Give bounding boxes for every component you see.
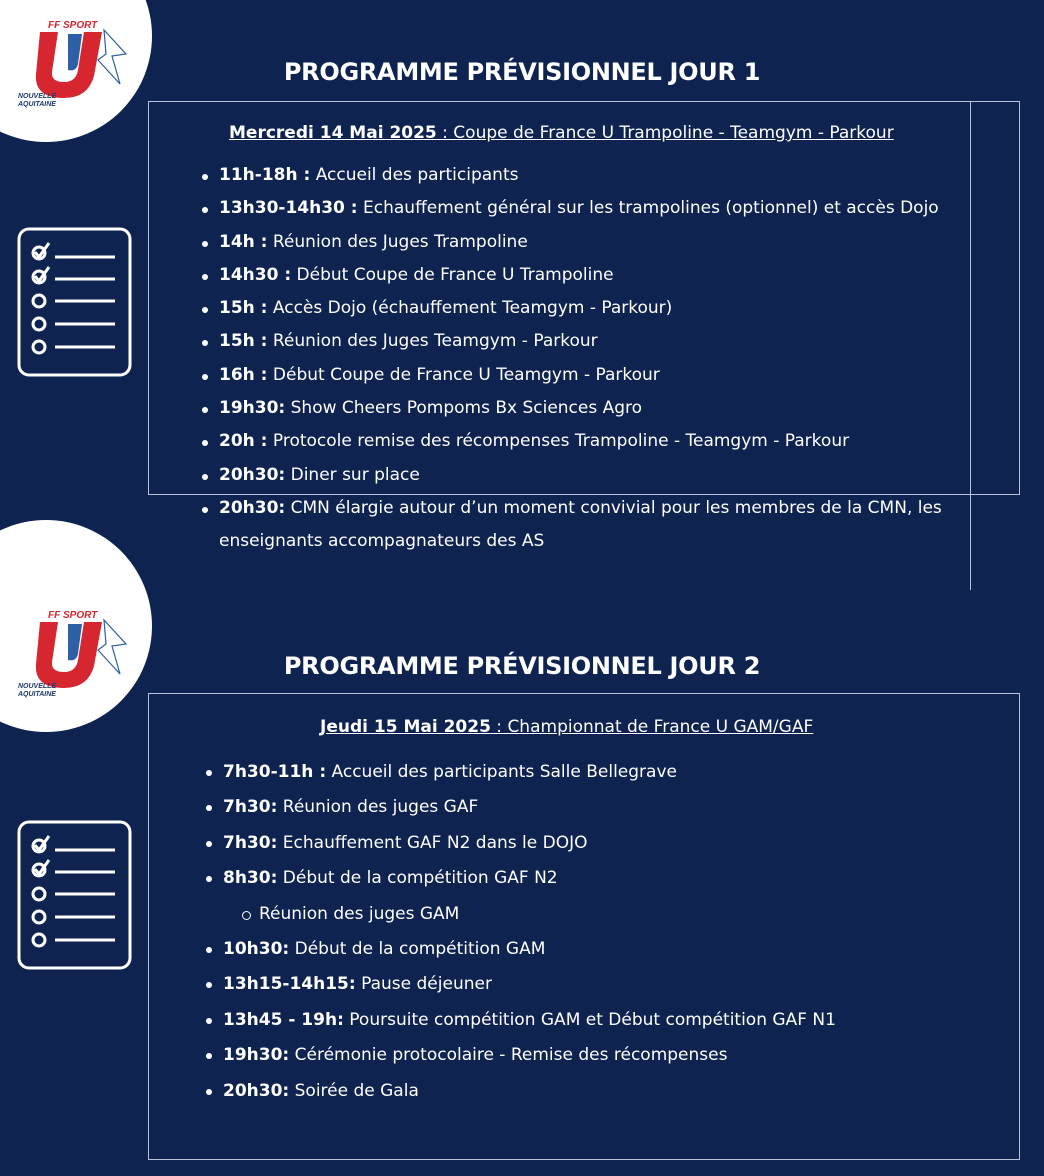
list-item: 19h30: Show Cheers Pompoms Bx Sciences Agro bbox=[200, 392, 960, 425]
event-name: : Coupe de France U Trampoline - Teamgym - Parkour bbox=[436, 123, 894, 143]
list-item: 7h30: Echauffement GAF N2 dans le DOJO bbox=[204, 826, 964, 861]
list-item: 7h30-11h : Accueil des participants Salle Bellegrave bbox=[204, 755, 964, 790]
list-item: 20h : Protocole remise des récompenses Trampoline - Teamgym - Parkour bbox=[200, 425, 960, 458]
day-subtitle bbox=[320, 717, 813, 737]
page-title: PROGRAMME PRÉVISIONNEL JOUR 1 bbox=[283, 58, 761, 86]
page-title: PROGRAMME PRÉVISIONNEL JOUR 2 bbox=[283, 652, 761, 680]
list-item: 16h : Début Coupe de France U Teamgym - Parkour bbox=[200, 359, 960, 392]
checklist-icon bbox=[17, 227, 132, 377]
event-date: Mercredi 14 Mai 2025 bbox=[229, 123, 437, 143]
svg-text:AQUITAINE: AQUITAINE bbox=[18, 691, 56, 698]
svg-text:FF SPORT: FF SPORT bbox=[48, 20, 98, 31]
schedule-list bbox=[204, 755, 964, 1109]
list-item: 8h30: Début de la compétition GAF N2 bbox=[204, 861, 964, 896]
list-item: 15h : Réunion des Juges Teamgym - Parkour bbox=[200, 325, 960, 358]
list-item: 11h-18h : Accueil des participants bbox=[200, 159, 960, 192]
list-item: 13h30-14h30 : Echauffement général sur les trampolines (optionnel) et accès Dojo bbox=[200, 192, 960, 225]
list-item: 20h30: Soirée de Gala bbox=[204, 1074, 964, 1109]
list-item: 10h30: Début de la compétition GAM bbox=[204, 932, 964, 967]
svg-text:NOUVELLE: NOUVELLE bbox=[18, 683, 57, 690]
list-item: 19h30: Cérémonie protocolaire - Remise des récompenses bbox=[204, 1038, 964, 1073]
svg-text:NOUVELLE: NOUVELLE bbox=[18, 93, 57, 100]
svg-text:AQUITAINE: AQUITAINE bbox=[18, 101, 56, 108]
list-item: 13h15-14h15: Pause déjeuner bbox=[204, 967, 964, 1002]
sub-list-item: Réunion des juges GAM bbox=[204, 897, 964, 932]
list-item: 20h30: Diner sur place bbox=[200, 459, 960, 492]
event-name: : Championnat de France U GAM/GAF bbox=[490, 717, 814, 737]
checklist-icon bbox=[17, 820, 132, 970]
day2-panel bbox=[0, 590, 1044, 1176]
schedule-list bbox=[200, 159, 960, 559]
ff-sport-u-logo-icon bbox=[8, 600, 138, 700]
day-subtitle bbox=[229, 123, 894, 143]
list-item: 7h30: Réunion des juges GAF bbox=[204, 790, 964, 825]
list-item: 20h30: CMN élargie autour d’un moment convivial pour les membres de la CMN, les enseignants accompagnateurs des AS bbox=[200, 492, 960, 559]
list-item: 14h : Réunion des Juges Trampoline bbox=[200, 226, 960, 259]
event-date: Jeudi 15 Mai 2025 bbox=[320, 717, 491, 737]
svg-text:FF SPORT: FF SPORT bbox=[48, 610, 98, 621]
list-item: 13h45 - 19h: Poursuite compétition GAM et Début compétition GAF N1 bbox=[204, 1003, 964, 1038]
list-item: 14h30 : Début Coupe de France U Trampoline bbox=[200, 259, 960, 292]
frame-line bbox=[970, 101, 971, 590]
list-item: 15h : Accès Dojo (échauffement Teamgym - Parkour) bbox=[200, 292, 960, 325]
